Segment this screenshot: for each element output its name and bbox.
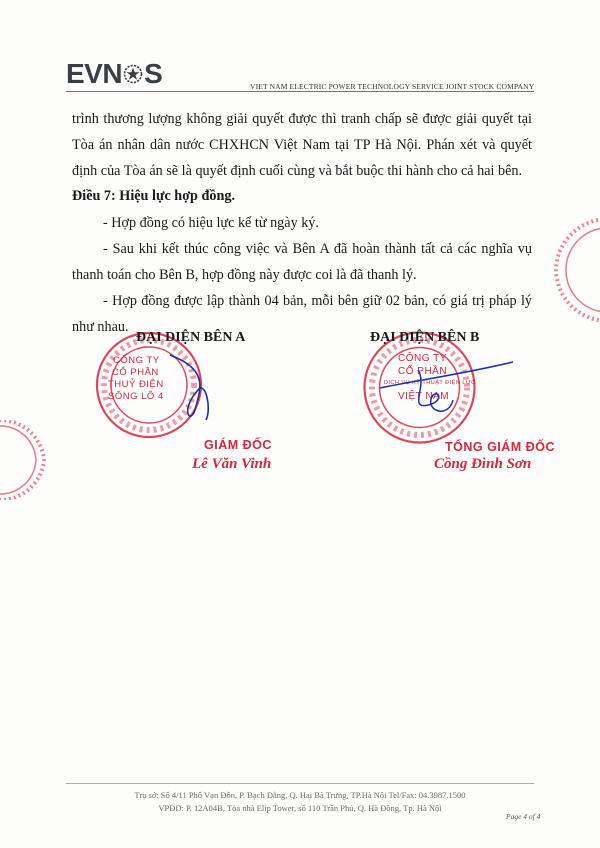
party-a-stamp-line-3: THUỶ ĐIỆN — [108, 379, 164, 390]
party-b-stamp-line-3: DỊCH VỤ KỸ THUẬT ĐIỆN LỰC — [384, 380, 476, 386]
logo-text-right: S — [144, 58, 163, 89]
party-b-stamp-line-2: CỔ PHẦN — [398, 366, 448, 377]
party-b-stamp-line-1: CÔNG TY — [398, 353, 447, 364]
list-item-liquidation: - Sau khi kết thúc công việc và Bên A đã hoàn thành tất cả các nghĩa vụ thanh toán cho Bên B, hợp đồng này được coi là đã thanh lý. — [72, 241, 532, 283]
party-a-name: Lê Văn Vinh — [192, 456, 272, 472]
list-item-copies: - Hợp đồng được lập thành 04 bản, mỗi bên giữ 02 bản, có giá trị pháp lý như nhau. — [72, 293, 532, 335]
footer-address-line: Trụ sở: Số 4/11 Phố Vạn Đồn, P. Bạch Đằng, Q. Hai Bà Trưng, TP.Hà Nội Tel/Fax: 04.3987.1500 — [134, 790, 466, 800]
footer-divider — [66, 783, 534, 784]
party-a-stamp-line-2: CỔ PHẦN — [112, 367, 159, 378]
page-number: Page 4 of 4 — [506, 812, 541, 821]
party-b-stamp-line-4: VIỆT NAM — [398, 391, 450, 402]
list-item-effective: - Hợp đồng có hiệu lực kể từ ngày ký. — [103, 215, 319, 231]
footer-office-line: VPĐD: P. 12A04B, Tòa nhà Elip Tower, số 110 Trần Phú, Q. Hà Đông, Tp. Hà Nội — [158, 803, 442, 813]
party-a-stamp-line-1: CÔNG TY — [113, 355, 160, 366]
party-b-role: TỔNG GIÁM ĐỐC — [445, 440, 555, 454]
evnes-logo — [66, 58, 162, 90]
left-edge-stamp-fragment — [0, 420, 48, 500]
star-gear-icon — [123, 64, 143, 84]
party-b-signature — [378, 350, 518, 430]
right-edge-stamp-fragment — [548, 215, 600, 325]
article-heading: Điều 7: Hiệu lực hợp đồng. — [72, 188, 235, 204]
party-a-role: GIÁM ĐỐC — [204, 438, 272, 452]
party-a-stamp-line-4: SÔNG LÔ 4 — [108, 391, 164, 402]
paragraph-dispute: trình thương lượng không giải quyết được thì tranh chấp sẽ được giải quyết tại Tòa án nhân dân nước CHXHCN Việt Nam tại TP Hà Nội. Phán xét và quyết định của Tòa án sẽ là quyết định cuối cùng và bắt buộc thi hành cho cả hai bên. — [72, 111, 532, 179]
logo-text-left: EVN — [66, 58, 123, 89]
party-a-signature — [150, 350, 230, 430]
header-divider — [66, 91, 534, 92]
party-b-title: ĐẠI DIỆN BÊN B — [370, 330, 480, 345]
party-a-title: ĐẠI DIỆN BÊN A — [136, 330, 246, 345]
company-name: VIET NAM ELECTRIC POWER TECHNOLOGY SERVICE JOINT STOCK COMPANY — [250, 82, 535, 91]
party-b-name: Cồng Đình Sơn — [434, 456, 532, 472]
